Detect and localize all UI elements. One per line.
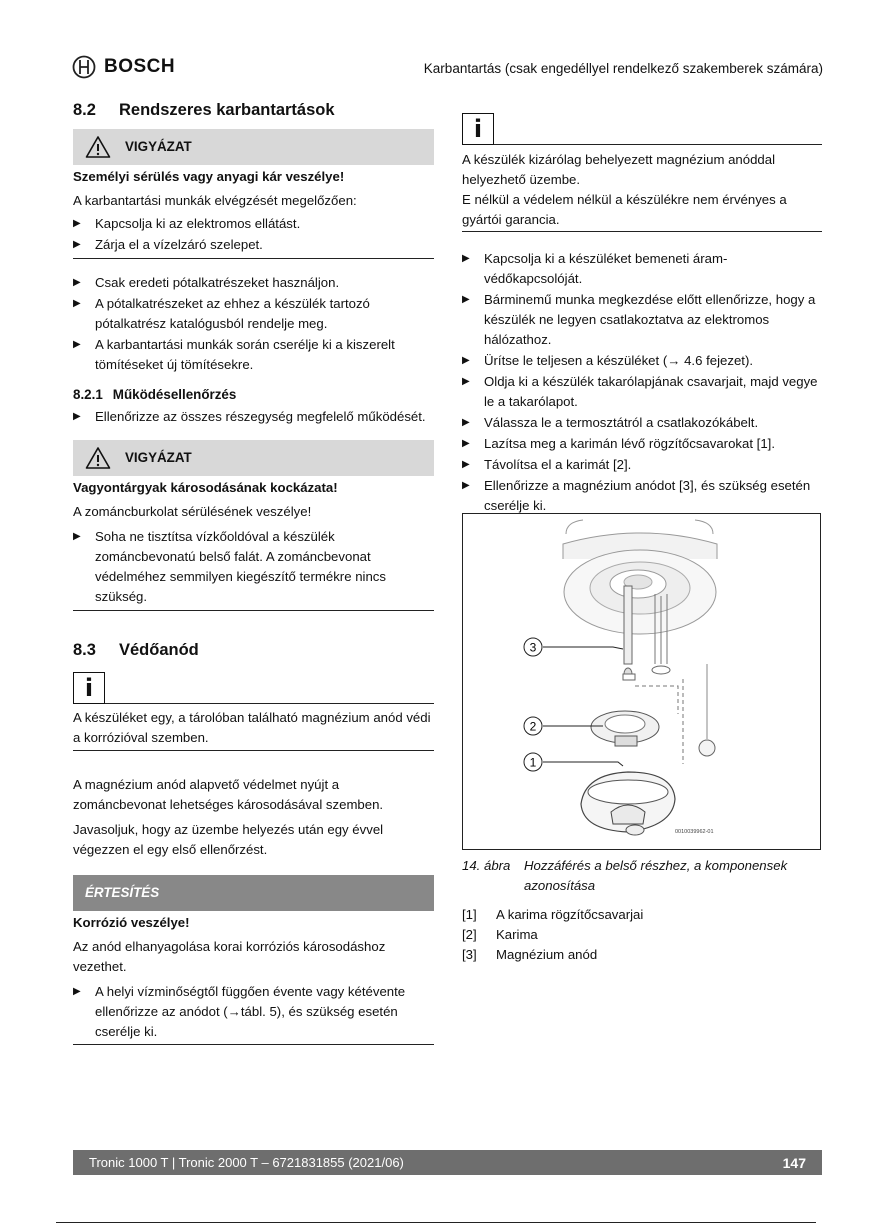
info-header bbox=[462, 113, 822, 145]
left-column bbox=[73, 100, 434, 1045]
info-text: A készülék kizárólag behelyezett magnézium anóddal helyezhető üzembe. bbox=[462, 152, 776, 187]
section-8-2-1-heading: 8.2.1 Működésellenőrzés bbox=[73, 387, 237, 402]
section-8-2-heading: 8.2 Rendszeres karbantartások bbox=[73, 101, 335, 119]
exploded-view-drawing bbox=[463, 514, 820, 849]
notice-steps bbox=[73, 982, 434, 1045]
bosch-armature-icon bbox=[72, 55, 96, 79]
notice-banner: ÉRTESÍTÉS bbox=[73, 875, 434, 911]
figure-legend bbox=[462, 905, 822, 965]
figure-code: 0010039962-01 bbox=[675, 829, 714, 835]
page-footer bbox=[73, 1150, 822, 1175]
header-title: Karbantartás (csak engedéllyel rendelkező szakemberek számára) bbox=[423, 61, 823, 76]
caution-text: A zománcburkolat sérülésének veszélye! bbox=[73, 504, 312, 519]
footer-doc: Tronic 1000 T | Tronic 2000 T – 6721831855 (2021/06) bbox=[89, 1154, 404, 1170]
anode-steps bbox=[462, 249, 822, 516]
list-item: ▶ Ellenőrizze a magnézium anódot [3], és szükség esetén cserélje ki. bbox=[462, 476, 822, 516]
figure-caption: 14. ábra Hozzáférés a belső részhez, a komponensek azonosítása bbox=[462, 858, 788, 893]
list-item: ▶ Kapcsolja ki az elektromos ellátást. bbox=[73, 214, 434, 234]
notice-text: Az anód elhanyagolása korai korróziós károsodáshoz vezethet. bbox=[73, 939, 386, 974]
list-item: ▶ A karbantartási munkák során cserélje ki a kiszerelt tömítéseket új tömítésekre. bbox=[73, 335, 434, 375]
page-number: 147 bbox=[782, 1154, 806, 1171]
caution-steps bbox=[73, 527, 434, 611]
info-box-text bbox=[462, 150, 822, 232]
info-text: A készüléket egy, a tárolóban található magnézium anód védi a korrózióval szemben. bbox=[73, 708, 434, 751]
paragraph: Javasoljuk, hogy az üzembe helyezés után egy évvel végezzen el egy első ellenőrzést. bbox=[73, 822, 384, 857]
warning-triangle-icon bbox=[85, 135, 111, 159]
list-item: ▶ Válassza le a termosztátról a csatlakozókábelt. bbox=[462, 413, 822, 433]
list-item: ▶ Ürítse le teljesen a készüléket (→ 4.6 fejezet). bbox=[462, 351, 822, 371]
callout-2: 2 bbox=[529, 719, 537, 734]
brand-name: BOSCH bbox=[104, 56, 176, 77]
legend-item: [2] Karima bbox=[462, 927, 538, 942]
list-item: ▶ Bárminemű munka megkezdése előtt ellenőrizze, hogy a készülék ne legyen csatlakoztatva az elektromos hálózathoz. bbox=[462, 290, 822, 350]
info-icon: i bbox=[462, 113, 494, 145]
caution-heading: Vagyontárgyak károsodásának kockázata! bbox=[73, 480, 338, 495]
brand-logo bbox=[72, 55, 175, 79]
legend-item: [1] A karima rögzítőcsavarjai bbox=[462, 907, 644, 922]
list-item: ▶ Távolítsa el a karimát [2]. bbox=[462, 455, 822, 475]
list-item: ▶ Ellenőrizze az összes részegység megfelelő működését. bbox=[73, 407, 434, 427]
paragraph: A magnézium anód alapvető védelmet nyújt a zománcbevonat lehetséges károsodásával szemben. bbox=[73, 777, 384, 812]
list-item: ▶ Oldja ki a készülék takarólapjának csavarjait, majd vegye le a takarólapot. bbox=[462, 372, 822, 412]
list-item: ▶ Soha ne tisztítsa vízkőoldóval a készülék zománcbevonatú belső falát. A zománcbevonat védelméhez semmilyen kiegészítő termékre nincs szükség. bbox=[73, 527, 434, 607]
list-item: ▶ Lazítsa meg a karimán lévő rögzítőcsavarokat [1]. bbox=[462, 434, 822, 454]
warning-triangle-icon bbox=[85, 446, 111, 470]
legend-item: [3] Magnézium anód bbox=[462, 947, 598, 962]
caution-text: A karbantartási munkák elvégzését megelőzően: bbox=[73, 193, 357, 208]
right-column bbox=[462, 113, 822, 516]
maintenance-steps bbox=[73, 273, 434, 375]
list-item: ▶ Kapcsolja ki a készüléket bemeneti áram-védőkapcsolóját. bbox=[462, 249, 822, 289]
caution-banner: VIGYÁZAT bbox=[73, 129, 434, 165]
info-icon: i bbox=[73, 672, 105, 704]
list-item: ▶ Csak eredeti pótalkatrészeket használjon. bbox=[73, 273, 434, 293]
function-check-steps bbox=[73, 407, 434, 427]
list-item: ▶ Zárja el a vízelzáró szelepet. bbox=[73, 235, 434, 255]
bottom-divider bbox=[56, 1222, 816, 1223]
caution-banner: VIGYÁZAT bbox=[73, 440, 434, 476]
anode-figure bbox=[462, 513, 821, 850]
notice-heading: Korrózió veszélye! bbox=[73, 915, 190, 930]
caution-steps bbox=[73, 214, 434, 259]
list-item: ▶ A pótalkatrészeket az ehhez a készülék tartozó pótalkatrész katalógusból rendelje meg. bbox=[73, 294, 434, 334]
section-8-3-heading: 8.3 Védőanód bbox=[73, 641, 199, 659]
info-text: E nélkül a védelem nélkül a készülékre nem érvényes a gyártói garancia. bbox=[462, 192, 787, 227]
callout-3: 3 bbox=[529, 640, 537, 655]
caution-heading: Személyi sérülés vagy anyagi kár veszélye! bbox=[73, 169, 345, 184]
info-header bbox=[73, 672, 434, 704]
callout-1: 1 bbox=[529, 755, 537, 770]
list-item: ▶ A helyi vízminőségtől függően évente vagy kétévente ellenőrizze az anódot (→tábl. 5), és szükség esetén cserélje ki. bbox=[73, 982, 434, 1042]
